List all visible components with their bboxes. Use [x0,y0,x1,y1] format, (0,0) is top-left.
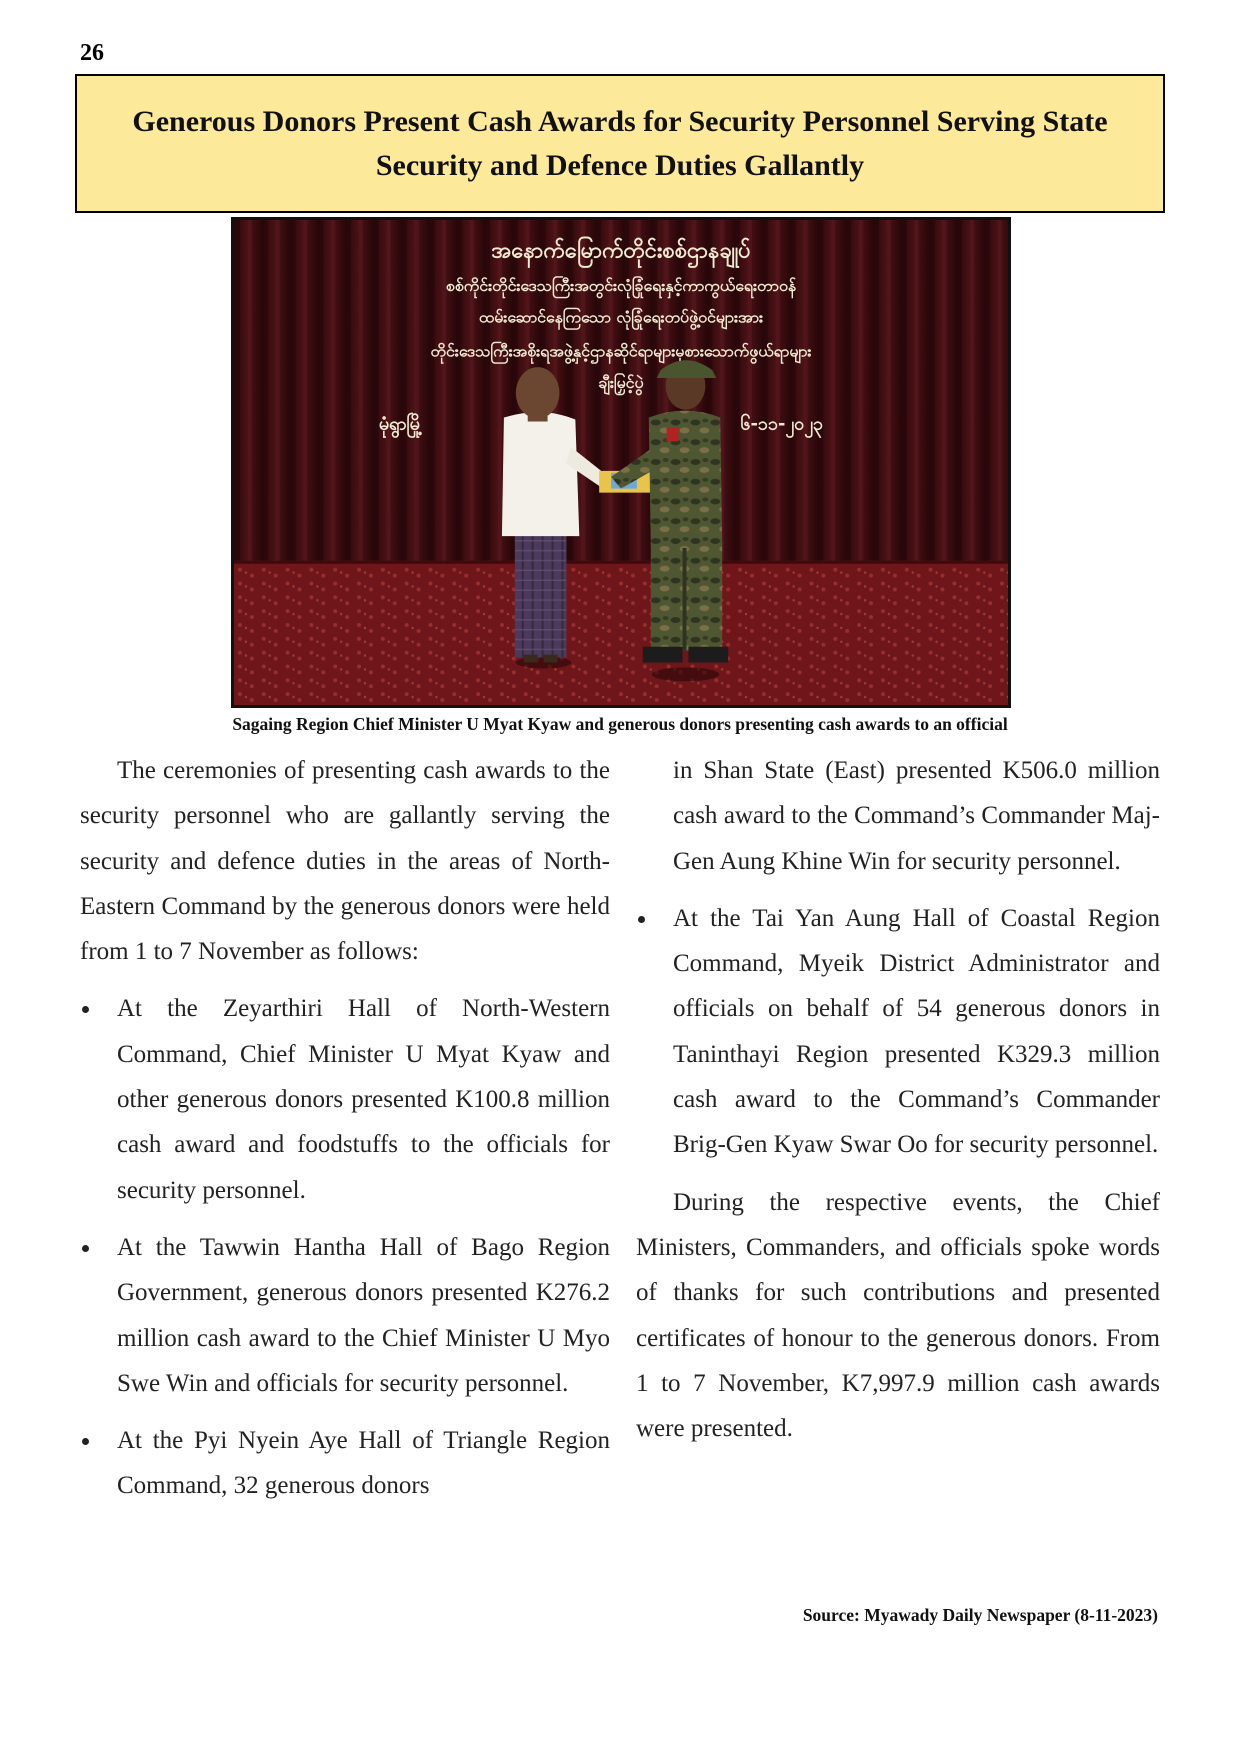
bullet-continuation: in Shan State (East) presented K506.0 million cash award to the Command’s Commander Maj-Gen Aung Khine Win for security personnel. [673,757,1160,875]
bullet-item-tai-yan-aung [636,896,1160,1168]
bullet-item-pyi-nyein-aye [80,1418,610,1509]
closing-paragraph: During the respective events, the Chief Ministers, Commanders, and officials spoke words of thanks for such contributions and presented certificates of honour to the generous donors. From 1 to 7 November, K7,997.9 million cash awards were presented. [636,1188,1160,1443]
article-column-right [636,748,1160,1451]
banner-date: ၆-၁၁-၂၀၂၃ [740,413,824,435]
bullet-icon [82,1438,89,1445]
bullet-text: At the Tawwin Hantha Hall of Bago Region Government, generous donors presented K276.2 million cash award to the Chief Minister U Myo Swe Win and officials for security personnel. [117,1233,610,1397]
banner-line-3: ထမ်းဆောင်နေကြသော လုံခြုံရေးတပ်ဖွဲ့ဝင်များအား [478,307,764,327]
bullet-item-tawwin-hantha [80,1225,610,1406]
article-column-left [80,748,610,1509]
title-box [75,74,1165,213]
stage-carpet [234,561,1008,705]
bullet-icon [82,1245,89,1252]
intro-paragraph: The ceremonies of presenting cash awards to the security personnel who are gallantly serving the security and defence duties in the areas of North-Eastern Command by the generous donors were held from 1 to 7 November as follows: [80,757,610,966]
bullet-icon [638,916,645,923]
page-number: 26 [80,40,104,66]
article-title: Generous Donors Present Cash Awards for Security Personnel Serving State Security and Defence Duties Gallantly [132,104,1108,182]
banner-line-4: တိုင်းဒေသကြီးအစိုးရအဖွဲ့နှင့်ဌာနဆိုင်ရာများမှစားသောက်ဖွယ်ရာများ [430,341,812,361]
banner-line-5: ချီးမြှင့်ပွဲ [598,372,644,392]
bullet-item-zeyarthiri [80,986,610,1212]
banner-line-1: အနောက်မြောက်တိုင်းစစ်ဌာနချုပ် [491,238,751,264]
ceremony-photo [231,217,1011,708]
bullet-text: At the Pyi Nyein Aye Hall of Triangle Region Command, 32 generous donors [117,1427,610,1500]
source-credit: Source: Myawady Daily Newspaper (8-11-2023) [802,1605,1158,1625]
banner-line-2: စစ်ကိုင်းတိုင်းဒေသကြီးအတွင်းလုံခြုံရေးနှင့်ကာကွယ်ရေးတာဝန် [445,276,797,296]
photo-caption: Sagaing Region Chief Minister U Myat Kyaw and generous donors presenting cash awards to an official [232,714,1008,734]
bullet-icon [82,1006,89,1013]
bullet-text: At the Zeyarthiri Hall of North-Western Command, Chief Minister U Myat Kyaw and other generous donors presented K100.8 million cash award and foodstuffs to the officials for security personnel. [117,995,610,1204]
banner-place: မုံရွာမြို့ [378,413,423,435]
bullet-text: At the Tai Yan Aung Hall of Coastal Region Command, Myeik District Administrator and officials on behalf of 54 generous donors in Taninthayi Region presented K329.3 million cash award to the Command’s Commander Brig-Gen Kyaw Swar Oo for security personnel. [673,904,1160,1159]
photo-illustration [234,220,1008,705]
